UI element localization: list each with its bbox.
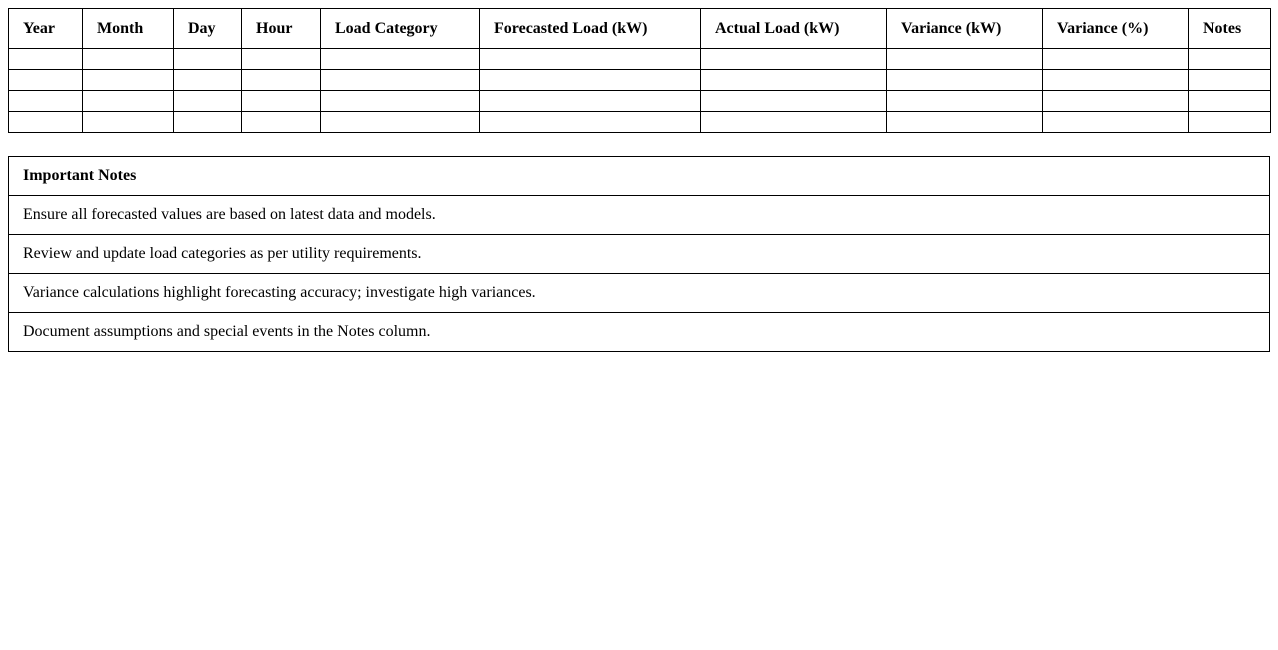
column-header-load-category: Load Category bbox=[321, 9, 480, 49]
table-cell[interactable] bbox=[480, 91, 701, 112]
table-cell[interactable] bbox=[321, 70, 480, 91]
table-cell[interactable] bbox=[242, 112, 321, 133]
table-cell[interactable] bbox=[1043, 91, 1189, 112]
note-item: Ensure all forecasted values are based on latest data and models. bbox=[9, 196, 1270, 235]
table-cell[interactable] bbox=[1189, 91, 1271, 112]
table-cell[interactable] bbox=[887, 91, 1043, 112]
table-cell[interactable] bbox=[1043, 70, 1189, 91]
table-cell[interactable] bbox=[321, 49, 480, 70]
table-cell[interactable] bbox=[1189, 70, 1271, 91]
table-cell[interactable] bbox=[887, 49, 1043, 70]
table-cell[interactable] bbox=[887, 70, 1043, 91]
column-header-actual-load: Actual Load (kW) bbox=[701, 9, 887, 49]
table-row bbox=[9, 49, 1271, 70]
table-cell[interactable] bbox=[321, 91, 480, 112]
table-cell[interactable] bbox=[242, 91, 321, 112]
note-row bbox=[9, 313, 1270, 352]
table-cell[interactable] bbox=[242, 49, 321, 70]
table-cell[interactable] bbox=[174, 112, 242, 133]
table-cell[interactable] bbox=[1043, 49, 1189, 70]
table-cell[interactable] bbox=[887, 112, 1043, 133]
table-row bbox=[9, 70, 1271, 91]
table-cell[interactable] bbox=[321, 112, 480, 133]
table-cell[interactable] bbox=[480, 49, 701, 70]
table-cell[interactable] bbox=[701, 112, 887, 133]
column-header-notes: Notes bbox=[1189, 9, 1271, 49]
note-row bbox=[9, 274, 1270, 313]
table-cell[interactable] bbox=[242, 70, 321, 91]
column-header-month: Month bbox=[83, 9, 174, 49]
table-cell[interactable] bbox=[701, 70, 887, 91]
note-item: Variance calculations highlight forecasting accuracy; investigate high variances. bbox=[9, 274, 1270, 313]
table-cell[interactable] bbox=[9, 49, 83, 70]
column-header-hour: Hour bbox=[242, 9, 321, 49]
table-cell[interactable] bbox=[1189, 112, 1271, 133]
table-cell[interactable] bbox=[83, 112, 174, 133]
column-header-variance-kw: Variance (kW) bbox=[887, 9, 1043, 49]
table-cell[interactable] bbox=[9, 112, 83, 133]
load-forecast-table bbox=[8, 8, 1271, 133]
note-row bbox=[9, 196, 1270, 235]
table-cell[interactable] bbox=[480, 112, 701, 133]
table-cell[interactable] bbox=[701, 49, 887, 70]
table-cell[interactable] bbox=[480, 70, 701, 91]
column-header-forecasted-load: Forecasted Load (kW) bbox=[480, 9, 701, 49]
note-row bbox=[9, 235, 1270, 274]
table-cell[interactable] bbox=[1189, 49, 1271, 70]
column-header-variance-pct: Variance (%) bbox=[1043, 9, 1189, 49]
table-cell[interactable] bbox=[174, 70, 242, 91]
table-cell[interactable] bbox=[1043, 112, 1189, 133]
table-cell[interactable] bbox=[83, 91, 174, 112]
table-cell[interactable] bbox=[9, 70, 83, 91]
table-cell[interactable] bbox=[174, 91, 242, 112]
notes-header-row bbox=[9, 157, 1270, 196]
table-cell[interactable] bbox=[174, 49, 242, 70]
table-cell[interactable] bbox=[83, 70, 174, 91]
table-cell[interactable] bbox=[83, 49, 174, 70]
column-header-day: Day bbox=[174, 9, 242, 49]
table-cell[interactable] bbox=[9, 91, 83, 112]
table-row bbox=[9, 112, 1271, 133]
important-notes-table bbox=[8, 156, 1270, 352]
table-row bbox=[9, 91, 1271, 112]
note-item: Document assumptions and special events in the Notes column. bbox=[9, 313, 1270, 352]
column-header-year: Year bbox=[9, 9, 83, 49]
table-cell[interactable] bbox=[701, 91, 887, 112]
notes-title: Important Notes bbox=[9, 157, 1270, 196]
header-row bbox=[9, 9, 1271, 49]
note-item: Review and update load categories as per utility requirements. bbox=[9, 235, 1270, 274]
